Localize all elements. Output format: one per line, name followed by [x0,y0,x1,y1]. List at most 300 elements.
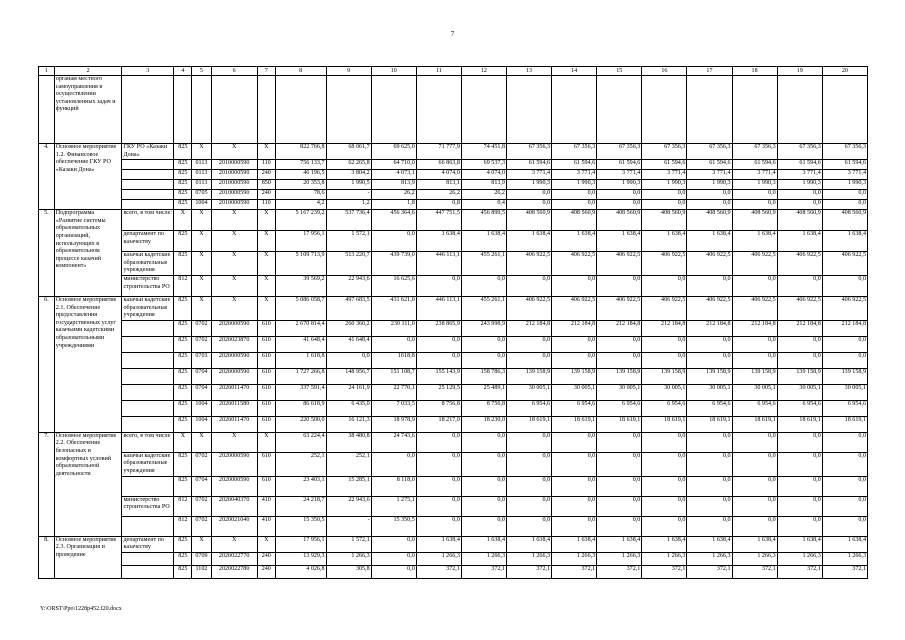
amount-cell: 24 218,7 [275,496,326,516]
code-cell: 2020022780 [211,565,257,578]
amount-cell [552,76,597,144]
amount-cell: 212 184,8 [597,320,642,336]
table-row [39,252,868,276]
code-cell: 2020023870 [211,336,257,352]
amount-cell: 0,0 [506,476,551,496]
budget-table-container [38,66,868,579]
code-cell: 2020022770 [211,552,257,565]
code-cell: X [257,296,275,320]
amount-cell: 1 572,1 [326,231,371,252]
row-number-cell: 7. [39,432,55,536]
row-number-cell [39,76,55,144]
amount-cell: 6 954,6 [506,400,551,416]
amount-cell: 26,2 [461,190,506,200]
amount-cell: 260 360,2 [326,320,371,336]
amount-cell: 67 356,3 [597,144,642,160]
amount-cell [732,76,777,144]
code-cell: 610 [257,368,275,384]
amount-cell: 0,0 [777,516,822,536]
code-cell: 0113 [192,180,211,190]
code-cell: 0704 [192,368,211,384]
amount-cell: 67 356,3 [777,144,822,160]
amount-cell: 30 005,1 [597,384,642,400]
code-cell: X [257,144,275,160]
header-cell: 10 [371,67,416,76]
amount-cell: 18 978,9 [371,416,416,432]
amount-cell: 447 751,5 [416,210,461,231]
code-cell: 610 [257,320,275,336]
amount-cell: 17 956,1 [275,536,326,552]
program-name-cell: Основное мероприятие 2.1. Обеспечение предоставления государственных услуг казачьими кадетскими образовательными учреждениями [54,296,122,432]
amount-cell: 0,0 [597,496,642,516]
amount-cell: 0,0 [732,336,777,352]
executor-cell: департамент по казачеству [122,231,174,252]
amount-cell: 0,0 [597,476,642,496]
executor-cell [122,516,174,536]
amount-cell: 406 922,5 [642,296,687,320]
amount-cell: 0,0 [461,275,506,296]
amount-cell: 372,1 [461,565,506,578]
executor-cell: министерство строительства РО [122,496,174,516]
header-row [39,67,868,76]
amount-cell: 0,0 [597,200,642,210]
amount-cell: 756 133,7 [275,160,326,170]
table-row [39,296,868,320]
amount-cell: 139 158,9 [642,368,687,384]
amount-cell: 1 638,4 [416,231,461,252]
header-cell: 5 [192,67,211,76]
code-cell: 0113 [192,170,211,180]
executor-cell [122,476,174,496]
amount-cell: 455 261,1 [461,252,506,276]
code-cell: 2010000590 [211,180,257,190]
amount-cell: 0,0 [732,352,777,368]
header-cell: 17 [687,67,732,76]
amount-cell: 1 638,4 [732,536,777,552]
amount-cell: 25 129,5 [416,384,461,400]
amount-cell: 372,1 [687,565,732,578]
amount-cell: 3 771,4 [687,170,732,180]
table-row [39,170,868,180]
code-cell: X [257,275,275,296]
code-cell: 825 [174,452,192,476]
amount-cell: 406 922,5 [597,296,642,320]
code-cell: 610 [257,452,275,476]
amount-cell: 0,0 [642,496,687,516]
amount-cell: 158 786,3 [461,368,506,384]
amount-cell: 0,0 [416,352,461,368]
code-cell: 110 [257,160,275,170]
amount-cell: 0,0 [822,352,867,368]
code-cell: 240 [257,190,275,200]
amount-cell: 431 621,0 [371,296,416,320]
amount-cell: 155 143,9 [416,368,461,384]
code-cell: 0113 [192,160,211,170]
amount-cell: 1 638,4 [687,231,732,252]
amount-cell: 0,0 [461,516,506,536]
amount-cell: 86 618,9 [275,400,326,416]
executor-cell: министерство строительства РО [122,275,174,296]
header-cell: 2 [54,67,122,76]
table-row [39,144,868,160]
code-cell: X [192,144,211,160]
code-cell: 610 [257,352,275,368]
amount-cell: 30 005,1 [687,384,732,400]
amount-cell: 30 005,1 [552,384,597,400]
executor-cell [122,400,174,416]
table-row [39,400,868,416]
amount-cell: 0,0 [687,452,732,476]
amount-cell: 6 954,6 [822,400,867,416]
amount-cell: 212 184,8 [687,320,732,336]
amount-cell: 0,0 [687,200,732,210]
amount-cell: 220 500,0 [275,416,326,432]
amount-cell: 0,0 [416,432,461,452]
code-cell: 825 [174,180,192,190]
amount-cell: 212 184,8 [732,320,777,336]
amount-cell: 18 619,1 [506,416,551,432]
amount-cell: 22 770,1 [371,384,416,400]
code-cell: X [192,275,211,296]
table-header [39,67,868,76]
code-cell: 0702 [192,496,211,516]
amount-cell: 3 771,4 [822,170,867,180]
amount-cell: 408 560,9 [687,210,732,231]
amount-cell: 6 954,6 [777,400,822,416]
code-cell: 2010000590 [211,170,257,180]
amount-cell: 0,0 [732,496,777,516]
header-cell: 16 [642,67,687,76]
amount-cell: 406 922,5 [552,296,597,320]
header-cell: 15 [597,67,642,76]
amount-cell: 18 619,1 [642,416,687,432]
amount-cell: 406 922,5 [687,252,732,276]
amount-cell: 212 184,8 [642,320,687,336]
amount-cell: 18 619,1 [777,416,822,432]
amount-cell: 0,0 [416,476,461,496]
executor-cell: казачьи кадетские образовательные учреждения [122,452,174,476]
code-cell: 825 [174,416,192,432]
code-cell: X [211,144,257,160]
amount-cell: 0,0 [597,516,642,536]
amount-cell: 3 771,4 [732,170,777,180]
code-cell: 825 [174,352,192,368]
code-cell: 825 [174,536,192,552]
amount-cell: 1 638,4 [461,231,506,252]
program-name-cell: Подпрограмма «Развитие системы образовательных организаций, использующих в образовательном процессе казачий компонент» [54,210,122,297]
amount-cell: 2 670 814,4 [275,320,326,336]
row-number-cell: 4. [39,144,55,210]
amount-cell: 1 990,3 [822,180,867,190]
amount-cell: 61 594,6 [642,160,687,170]
code-cell: 825 [174,160,192,170]
amount-cell: 0,0 [822,200,867,210]
amount-cell: 0,0 [461,452,506,476]
amount-cell: 3 771,4 [506,170,551,180]
amount-cell: 0,0 [597,452,642,476]
amount-cell: 1 266,3 [326,552,371,565]
amount-cell: 252,1 [275,452,326,476]
amount-cell: 1,2 [326,200,371,210]
amount-cell: 0,0 [687,432,732,452]
amount-cell: 408 560,9 [552,210,597,231]
code-cell: 825 [174,296,192,320]
amount-cell: 372,1 [732,565,777,578]
amount-cell: 0,0 [687,190,732,200]
amount-cell: 0,0 [822,275,867,296]
code-cell: X [174,210,192,231]
code-cell: 2020000590 [211,368,257,384]
code-cell: 0709 [192,552,211,565]
amount-cell: 0,0 [777,432,822,452]
amount-cell: 406 922,5 [597,252,642,276]
amount-cell: 406 922,5 [822,252,867,276]
amount-cell [326,76,371,144]
table-row [39,210,868,231]
table-row [39,231,868,252]
executor-cell [122,368,174,384]
amount-cell: 15 350,5 [275,516,326,536]
amount-cell: 24 743,6 [371,432,416,452]
amount-cell: 67 356,3 [822,144,867,160]
amount-cell: 1 638,4 [416,536,461,552]
amount-cell: 1 638,4 [687,536,732,552]
code-cell: 1004 [192,200,211,210]
amount-cell: 372,1 [416,565,461,578]
code-cell: X [211,432,257,452]
amount-cell: - [326,516,371,536]
program-name-cell: Основное мероприятие 2.2. Обеспечение безопасных и комфортных условий образовательной деятельности [54,432,122,536]
amount-cell: 1 990,3 [552,180,597,190]
amount-cell: 372,1 [822,565,867,578]
code-cell: 1004 [192,416,211,432]
code-cell: 825 [174,190,192,200]
amount-cell: 7 033,5 [371,400,416,416]
amount-cell: 0,0 [687,336,732,352]
code-cell: X [257,432,275,452]
executor-cell: казачьи кадетские образовательные учреждения [122,252,174,276]
code-cell [174,76,192,144]
amount-cell: 18 619,1 [687,416,732,432]
amount-cell [416,76,461,144]
code-cell: 0702 [192,516,211,536]
header-cell: 19 [777,67,822,76]
amount-cell: 4 074,0 [461,170,506,180]
amount-cell: 25 489,1 [461,384,506,400]
amount-cell: 0,0 [822,432,867,452]
amount-cell [597,76,642,144]
amount-cell: 0,0 [777,200,822,210]
amount-cell: 68 061,7 [326,144,371,160]
amount-cell: 408 560,9 [506,210,551,231]
amount-cell: 408 560,9 [597,210,642,231]
amount-cell: 0,0 [822,336,867,352]
amount-cell [461,76,506,144]
amount-cell: 1 638,4 [777,231,822,252]
executor-cell [122,76,174,144]
amount-cell: 0,0 [642,200,687,210]
code-cell: 2020021040 [211,516,257,536]
amount-cell: 406 922,5 [506,296,551,320]
code-cell: 240 [257,552,275,565]
amount-cell: 61 594,6 [506,160,551,170]
amount-cell [777,76,822,144]
amount-cell: 1 638,4 [552,536,597,552]
executor-cell [122,200,174,210]
amount-cell: 455 261,1 [461,296,506,320]
code-cell: 610 [257,400,275,416]
amount-cell: 0,0 [597,432,642,452]
amount-cell: 0,0 [822,516,867,536]
amount-cell: 1 990,3 [597,180,642,190]
amount-cell: 22 943,6 [326,496,371,516]
amount-cell: 372,1 [642,565,687,578]
amount-cell: 0,0 [416,275,461,296]
code-cell: 1004 [192,400,211,416]
header-cell: 4 [174,67,192,76]
amount-cell: 3 771,4 [777,170,822,180]
amount-cell: 0,0 [506,496,551,516]
table-row [39,565,868,578]
amount-cell: 1 990,3 [777,180,822,190]
amount-cell: 1 266,3 [416,552,461,565]
amount-cell: 0,0 [642,432,687,452]
code-cell: X [192,432,211,452]
amount-cell: 446 113,1 [416,296,461,320]
amount-cell: 18 217,0 [416,416,461,432]
amount-cell: 30 005,1 [777,384,822,400]
amount-cell: 1 572,1 [326,536,371,552]
program-name-cell: органам местного самоуправления в осуществлении установленных задач и функций [54,76,122,144]
amount-cell: 212 184,8 [822,320,867,336]
amount-cell: 0,0 [642,452,687,476]
amount-cell: 439 739,0 [371,252,416,276]
table-row [39,180,868,190]
header-cell: 18 [732,67,777,76]
amount-cell: 0,0 [506,516,551,536]
amount-cell: 38 480,8 [326,432,371,452]
amount-cell: 0,0 [822,496,867,516]
amount-cell: 4 074,0 [416,170,461,180]
amount-cell: 0,0 [506,275,551,296]
amount-cell: 139 158,9 [687,368,732,384]
program-name-cell: Основное мероприятие 1.2. Финансовое обеспечение ГКУ РО «Казаки Дона» [54,144,122,210]
amount-cell: 0,0 [642,516,687,536]
amount-cell: 0,0 [552,200,597,210]
amount-cell: 0,0 [777,336,822,352]
row-number-cell: 8. [39,536,55,578]
amount-cell [371,76,416,144]
code-cell: 610 [257,416,275,432]
amount-cell: 1 638,4 [732,231,777,252]
table-row [39,200,868,210]
amount-cell: 18 619,1 [552,416,597,432]
code-cell: 410 [257,496,275,516]
amount-cell: 1 638,4 [777,536,822,552]
amount-cell: 408 560,9 [732,210,777,231]
code-cell: 825 [174,336,192,352]
amount-cell: 0,0 [506,452,551,476]
amount-cell: 0,0 [371,565,416,578]
amount-cell: - [326,190,371,200]
amount-cell: 0,0 [777,275,822,296]
code-cell: 825 [174,200,192,210]
amount-cell: 0,0 [461,432,506,452]
amount-cell: 66 863,8 [416,160,461,170]
amount-cell: 6 435,0 [326,400,371,416]
amount-cell: 5 167 239,2 [275,210,326,231]
amount-cell: 1 275,1 [371,496,416,516]
table-row [39,160,868,170]
code-cell: 825 [174,476,192,496]
amount-cell: 0,0 [777,352,822,368]
code-cell: X [192,252,211,276]
amount-cell: 0,0 [732,476,777,496]
amount-cell: 20 353,8 [275,180,326,190]
amount-cell: 61 594,6 [687,160,732,170]
amount-cell: 0,0 [777,476,822,496]
row-number-cell: 5. [39,210,55,297]
amount-cell: 0,0 [687,275,732,296]
amount-cell: 0,0 [552,190,597,200]
code-cell: 825 [174,320,192,336]
executor-cell: всего, в том числе [122,432,174,452]
code-cell: 2010000590 [211,200,257,210]
amount-cell: 0,0 [552,452,597,476]
amount-cell: 74 451,8 [461,144,506,160]
amount-cell: 0,0 [506,352,551,368]
code-cell: 2010000590 [211,190,257,200]
code-cell: X [257,536,275,552]
code-cell: 2020000590 [211,452,257,476]
amount-cell: 67 356,3 [506,144,551,160]
amount-cell: 1618,8 [371,352,416,368]
amount-cell: 0,0 [461,352,506,368]
amount-cell: 30 005,1 [642,384,687,400]
amount-cell: 0,0 [642,476,687,496]
amount-cell: 497 683,5 [326,296,371,320]
amount-cell: 67 356,3 [732,144,777,160]
amount-cell: 372,1 [777,565,822,578]
amount-cell: 406 922,5 [777,296,822,320]
amount-cell: 30 005,1 [732,384,777,400]
amount-cell: 3 771,4 [552,170,597,180]
code-cell: X [257,252,275,276]
code-cell: 240 [257,565,275,578]
amount-cell: 0,0 [371,231,416,252]
amount-cell: 4 026,8 [275,565,326,578]
amount-cell: 1 638,4 [506,231,551,252]
amount-cell: 3 771,4 [597,170,642,180]
amount-cell: 406 922,5 [687,296,732,320]
amount-cell: 513 220,7 [326,252,371,276]
amount-cell: 0,0 [822,452,867,476]
amount-cell: 61 594,6 [552,160,597,170]
code-cell: 2020011580 [211,400,257,416]
amount-cell: 537 736,4 [326,210,371,231]
amount-cell: 0,0 [506,200,551,210]
code-cell: X [192,296,211,320]
amount-cell: 1 990,5 [326,180,371,190]
amount-cell: 8 756,8 [461,400,506,416]
amount-cell [506,76,551,144]
amount-cell: 0,0 [687,352,732,368]
amount-cell: 1 266,3 [687,552,732,565]
executor-cell [122,320,174,336]
executor-cell [122,180,174,190]
header-cell: 8 [275,67,326,76]
amount-cell: 62 265,8 [326,160,371,170]
